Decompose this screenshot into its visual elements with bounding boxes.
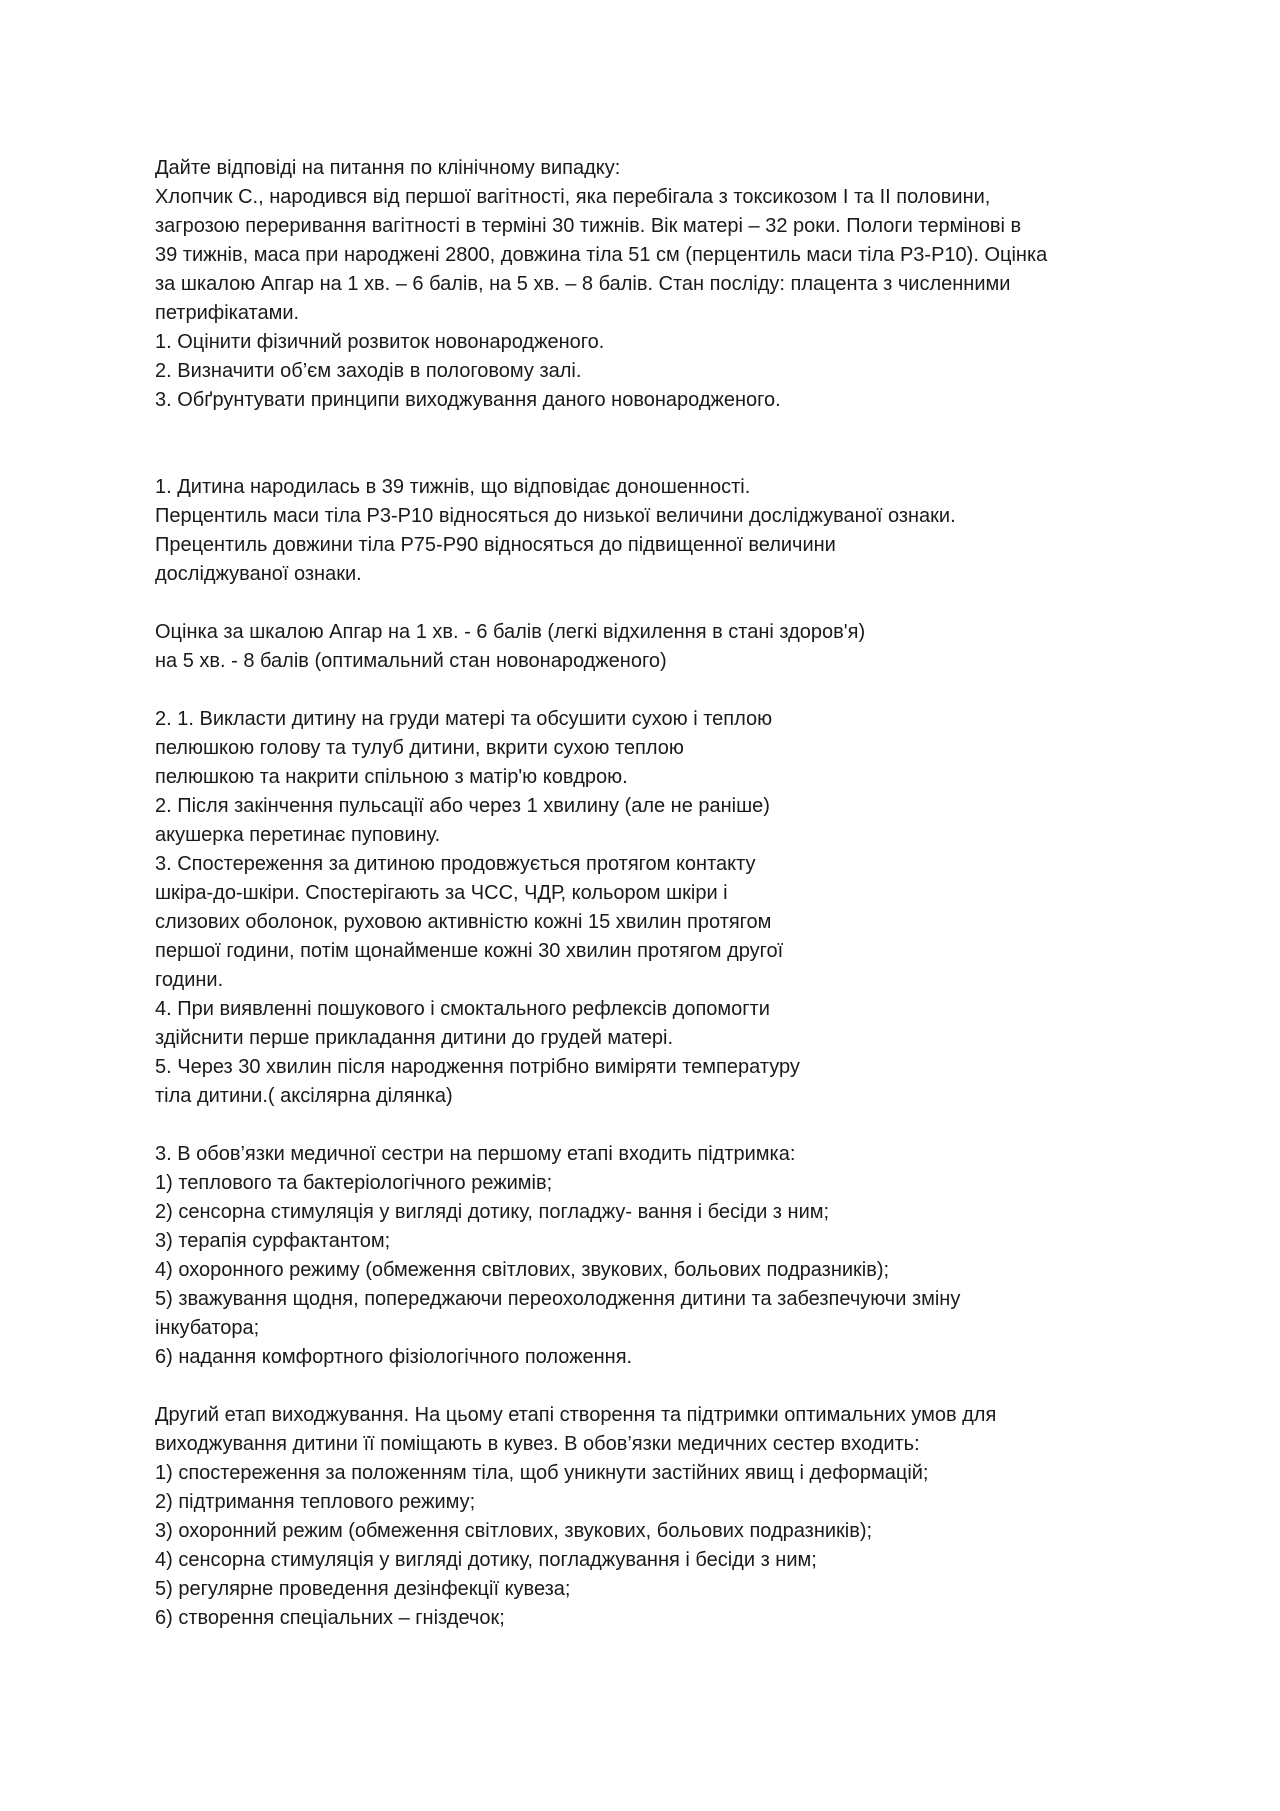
- answer2-line: 5. Через 30 хвилин після народження потрібно виміряти температуру: [155, 1056, 800, 1078]
- answer3-line: 6) надання комфортного фізіологічного положення.: [155, 1346, 633, 1368]
- answer2-line: акушерка перетинає пуповину.: [155, 824, 441, 846]
- case-description-line: за шкалою Апгар на 1 хв. – 6 балів, на 5 хв. – 8 балів. Стан посліду: плацента з численними: [155, 273, 1011, 295]
- stage2-line: 5) регулярне проведення дезінфекції кувеза;: [155, 1578, 571, 1600]
- question-item: 1. Оцінити фізичний розвиток новонародженого.: [155, 331, 605, 353]
- case-description-line: петрифікатами.: [155, 302, 300, 324]
- answer1-line: Перцентиль маси тіла Р3-Р10 відносяться до низької величини досліджуваної ознаки.: [155, 505, 956, 527]
- spacer: [155, 676, 1135, 705]
- answer2-line: пелюшкою та накрити спільною з матір'ю ковдрою.: [155, 766, 628, 788]
- answer2-line: 3. Спостереження за дитиною продовжується протягом контакту: [155, 853, 756, 875]
- answer3-section: [155, 1140, 1135, 1372]
- stage2-line: 2) підтримання теплового режиму;: [155, 1491, 476, 1513]
- spacer: [155, 1372, 1135, 1401]
- answer2-line: здійснити перше прикладання дитини до грудей матері.: [155, 1027, 674, 1049]
- case-section: [155, 154, 1135, 415]
- answer3-line: інкубатора;: [155, 1317, 260, 1339]
- case-description-line: Хлопчик С., народився від першої вагітності, яка перебігала з токсикозом І та ІІ половини,: [155, 186, 991, 208]
- apgar-line: Оцінка за шкалою Апгар на 1 хв. - 6 балів (легкі відхилення в стані здоров'я): [155, 621, 866, 643]
- stage2-section: [155, 1401, 1135, 1633]
- answer1-line: Прецентиль довжини тіла Р75-Р90 відносяться до підвищенної величини: [155, 534, 836, 556]
- stage2-line: 6) створення спеціальних – гніздечок;: [155, 1607, 505, 1629]
- document-body: [155, 154, 1135, 1633]
- stage2-line: 1) спостереження за положенням тіла, щоб уникнути застійних явищ і деформацій;: [155, 1462, 929, 1484]
- stage2-line: 4) сенсорна стимуляція у вигляді дотику, погладжування і бесіди з ним;: [155, 1549, 817, 1571]
- spacer: [155, 415, 1135, 473]
- answer2-section: [155, 705, 1135, 1111]
- answer3-line: 1) теплового та бактеріологічного режимів;: [155, 1172, 553, 1194]
- question-item: 3. Обґрунтувати принципи виходжування даного новонародженого.: [155, 389, 781, 411]
- case-description-line: загрозою переривання вагітності в терміні 30 тижнів. Вік матері – 32 роки. Пологи термінові в: [155, 215, 1022, 237]
- answer1-line: досліджуваної ознаки.: [155, 563, 362, 585]
- spacer: [155, 589, 1135, 618]
- answer3-line: 2) сенсорна стимуляція у вигляді дотику, погладжу- вання і бесіди з ним;: [155, 1201, 830, 1223]
- answer2-line: 2. Після закінчення пульсації або через 1 хвилину (але не раніше): [155, 795, 770, 817]
- answer2-line: пелюшкою голову та тулуб дитини, вкрити сухою теплою: [155, 737, 684, 759]
- stage2-line: 3) охоронний режим (обмеження світлових, звукових, больових подразників);: [155, 1520, 873, 1542]
- case-heading: Дайте відповіді на питання по клінічному випадку:: [155, 157, 621, 179]
- spacer: [155, 1111, 1135, 1140]
- answer1-section: [155, 473, 1135, 676]
- apgar-line: на 5 хв. - 8 балів (оптимальний стан новонародженого): [155, 650, 667, 672]
- stage2-line: Другий етап виходжування. На цьому етапі створення та підтримки оптимальних умов для: [155, 1404, 997, 1426]
- answer3-line: 3. В обов’язки медичної сестри на першому етапі входить підтримка:: [155, 1143, 796, 1165]
- answer2-line: тіла дитини.( аксілярна ділянка): [155, 1085, 453, 1107]
- answer2-line: першої години, потім щонайменше кожні 30 хвилин протягом другої: [155, 940, 784, 962]
- answer2-line: слизових оболонок, руховою активністю кожні 15 хвилин протягом: [155, 911, 772, 933]
- case-description-line: 39 тижнів, маса при народжені 2800, довжина тіла 51 см (перцентиль маси тіла Р3-Р10). Оцінка: [155, 244, 1048, 266]
- stage2-line: виходжування дитини її поміщають в кувез. В обов’язки медичних сестер входить:: [155, 1433, 920, 1455]
- question-item: 2. Визначити об’єм заходів в пологовому залі.: [155, 360, 582, 382]
- answer1-line: 1. Дитина народилась в 39 тижнів, що відповідає доношенності.: [155, 476, 751, 498]
- answer2-line: 4. При виявленні пошукового і смоктального рефлексів допомогти: [155, 998, 770, 1020]
- answer3-line: 5) зважування щодня, попереджаючи переохолодження дитини та забезпечуючи зміну: [155, 1288, 961, 1310]
- answer3-line: 4) охоронного режиму (обмеження світлових, звукових, больових подразників);: [155, 1259, 890, 1281]
- answer3-line: 3) терапія сурфактантом;: [155, 1230, 391, 1252]
- answer2-line: години.: [155, 969, 224, 991]
- answer2-line: 2. 1. Викласти дитину на груди матері та обсушити сухою і теплою: [155, 708, 773, 730]
- answer2-line: шкіра-до-шкіри. Спостерігають за ЧСС, ЧДР, кольором шкіри і: [155, 882, 728, 904]
